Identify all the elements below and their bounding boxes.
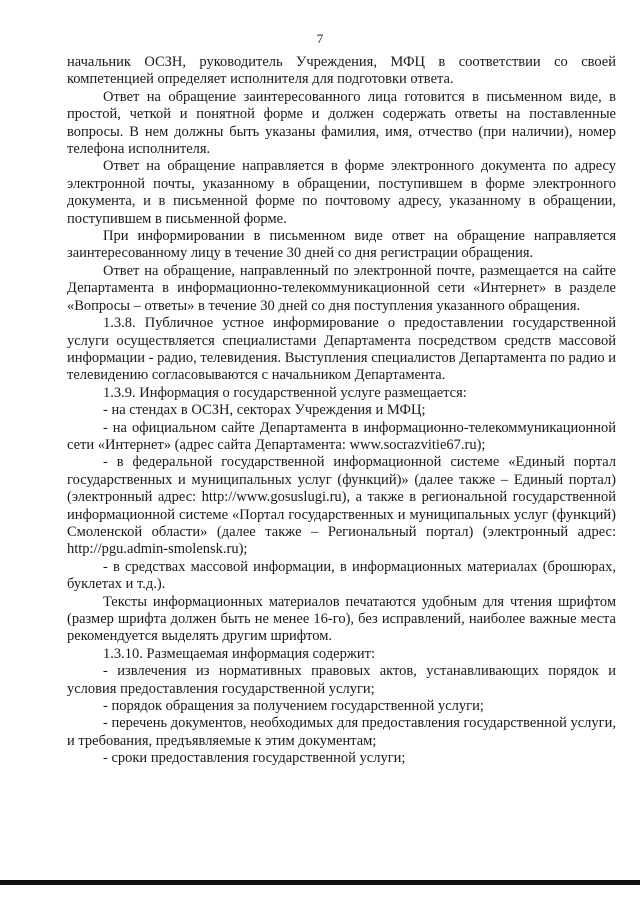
list-item: - извлечения из нормативных правовых актов, устанавливающих порядок и условия предоставления государственной услуги; xyxy=(67,663,616,697)
paragraph: 1.3.8. Публичное устное информирование о предоставлении государственной услуги осуществляется специалистами Департамента посредством средств массовой информации - радио, телевидения. Выступления специалистов Департамента по радио и телевидению согласовываются с начальником Департамента. xyxy=(67,315,616,384)
page-number: 7 xyxy=(316,31,324,46)
list-item: - на стендах в ОСЗН, секторах Учреждения и МФЦ; xyxy=(103,402,426,419)
list-item: - в средствах массовой информации, в информационных материалах (брошюрах, буклетах и т.д.). xyxy=(67,558,616,593)
paragraph: При информировании в письменном виде ответ на обращение направляется заинтересованному лицу в течение 30 дней со дня регистрации обращения. xyxy=(67,228,616,262)
paragraph: начальник ОСЗН, руководитель Учреждения, МФЦ в соответствии со своей компетенцией определяет исполнителя для подготовки ответа. xyxy=(67,54,616,88)
paragraph: Тексты информационных материалов печатаются удобным для чтения шрифтом (размер шрифта должен быть не менее 16-го), без исправлений, наиболее важные места рекомендуется выделять другим шрифтом. xyxy=(67,593,616,645)
paragraph: 1.3.9. Информация о государственной услуге размещается: xyxy=(103,384,467,401)
list-item: - сроки предоставления государственной услуги; xyxy=(103,750,406,767)
list-item: - перечень документов, необходимых для предоставления государственной услуги, и требования, предъявляемые к этим документам; xyxy=(67,715,616,749)
paragraph: Ответ на обращение направляется в форме электронного документа по адресу электронной почты, указанному в обращении, поступившем в форме электронного документа, и в письменной форме по почтовому адресу, указанному в обращении, поступившем в письменной форме. xyxy=(67,158,616,227)
paragraph: 1.3.10. Размещаемая информация содержит: xyxy=(103,645,375,662)
document-body xyxy=(67,54,616,768)
paragraph: Ответ на обращение, направленный по электронной почте, размещается на сайте Департамента в информационно-телекоммуникационной сети «Интернет» в разделе «Вопросы – ответы» в течение 30 дней со дня поступления указанного обращения. xyxy=(67,262,616,314)
bottom-rule xyxy=(0,880,640,885)
list-item: - порядок обращения за получением государственной услуги; xyxy=(103,698,484,715)
list-item: - на официальном сайте Департамента в информационно-телекоммуникационной сети «Интернет» (адрес сайта Департамента: www.socrazvitie67.ru); xyxy=(67,419,616,453)
list-item: - в федеральной государственной информационной системе «Единый портал государственных и муниципальных услуг (функций)» (далее также – Единый портал) (электронный адрес: http://www.gosuslugi.ru), а также в региональной государственной информационной системе «Портал государственных и муниципальных услуг (функций) Смоленской области» (далее также – Региональный портал) (электронный адрес: http://pgu.admin-smolensk.ru); xyxy=(67,454,616,558)
paragraph: Ответ на обращение заинтересованного лица готовится в письменном виде, в простой, четкой и понятной форме и должен содержать ответы на поставленные вопросы. В нем должны быть указаны фамилия, имя, отчество (при наличии), номер телефона исполнителя. xyxy=(67,88,616,158)
